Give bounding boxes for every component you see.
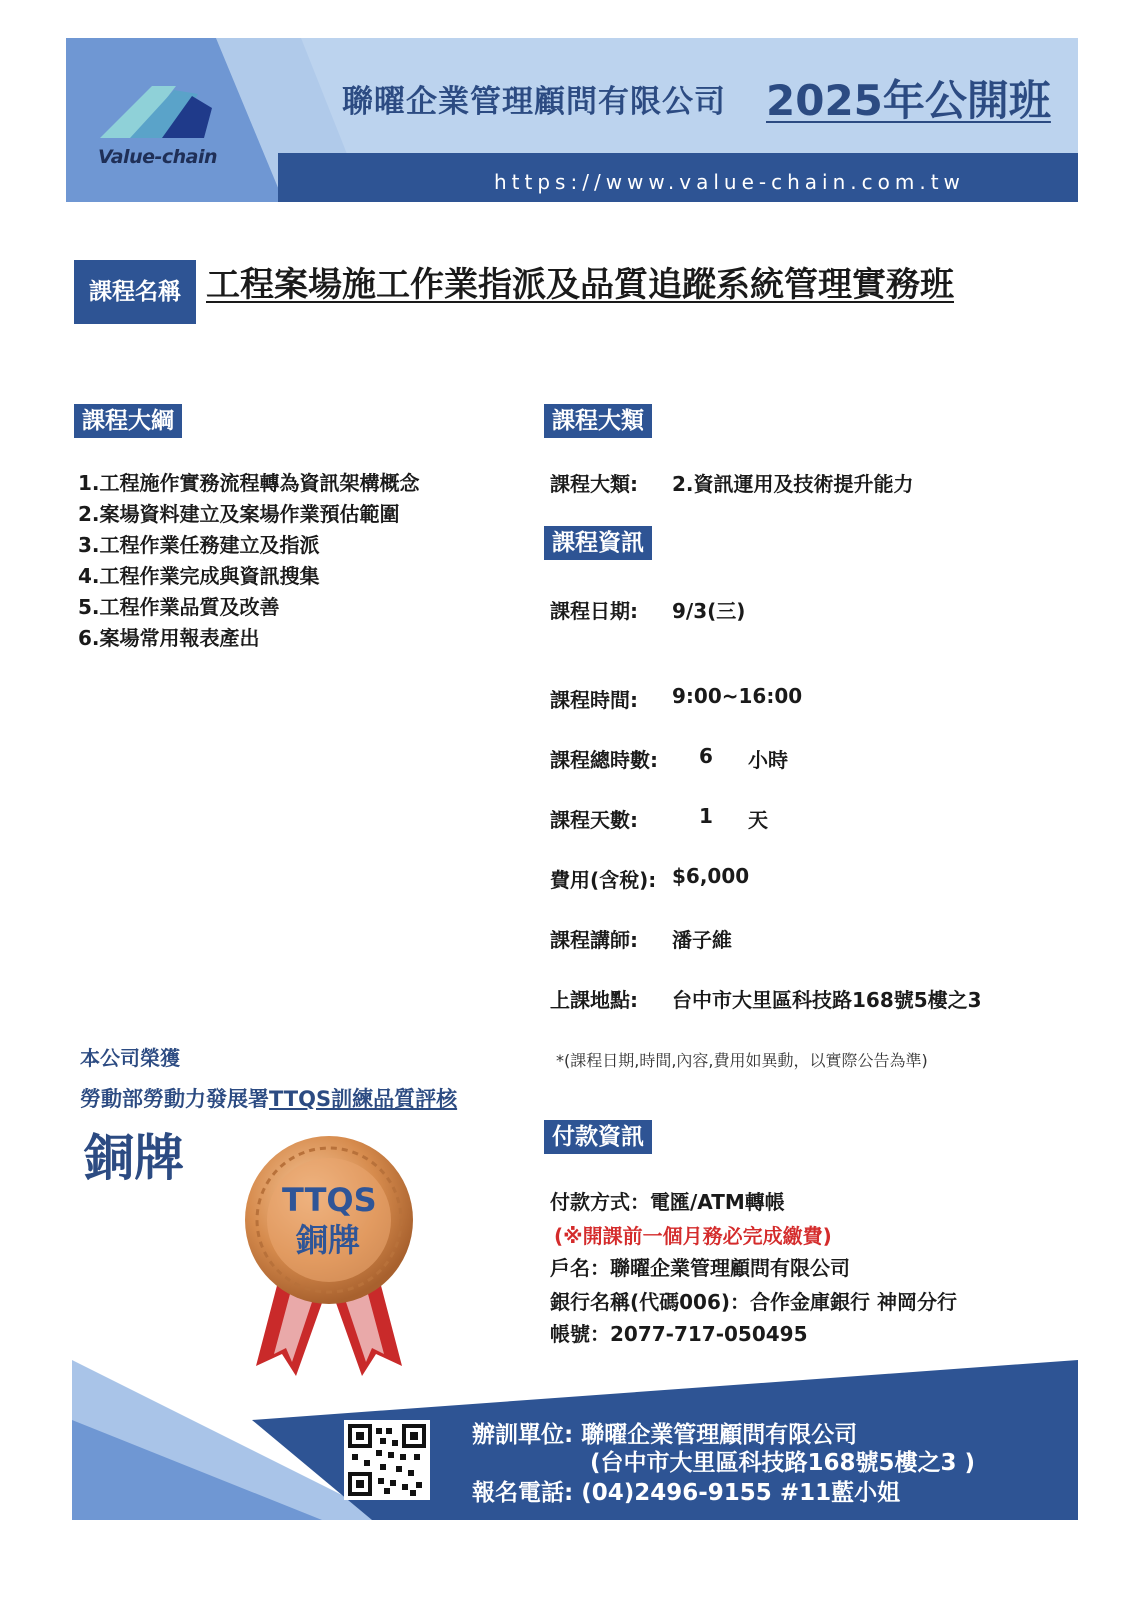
award-line-2-prefix: 勞動部勞動力發展署 — [80, 1087, 269, 1111]
list-item: 5.工程作業品質及改善 — [78, 595, 280, 619]
date-value: 9/3(三) — [672, 599, 746, 623]
teacher-value: 潘子維 — [672, 928, 732, 952]
bank-name: 銀行名稱(代碼006)：合作金庫銀行 神岡分行 — [550, 1290, 957, 1314]
footer-organizer: 辦訓單位: 聯曜企業管理顧問有限公司 — [472, 1422, 858, 1448]
footer-phone: 報名電話: (04)2496-9155 #11藍小姐 — [472, 1480, 901, 1506]
award-line-2 — [80, 1083, 457, 1113]
location-label: 上課地點: — [550, 988, 638, 1012]
days-unit: 天 — [748, 808, 768, 832]
company-title: 聯曜企業管理顧問有限公司 — [342, 84, 726, 120]
list-item: 1.工程施作實務流程轉為資訊架構概念 — [78, 471, 420, 495]
outline-list — [78, 468, 420, 654]
qr-code-icon[interactable] — [344, 1420, 430, 1500]
footer-address: (台中市大里區科技路168號5樓之3 ) — [590, 1450, 976, 1476]
award-level: 銅牌 — [84, 1129, 184, 1187]
account-name: 戶名：聯曜企業管理顧問有限公司 — [550, 1256, 850, 1280]
location-value: 台中市大里區科技路168號5樓之3 — [672, 988, 982, 1012]
fee-label: 費用(含稅): — [550, 868, 657, 892]
time-label: 課程時間: — [550, 688, 638, 712]
outline-tag: 課程大綱 — [74, 404, 182, 438]
award-line-2-underlined: TTQS訓練品質評核 — [269, 1087, 458, 1111]
account-number: 帳號：2077-717-050495 — [550, 1322, 808, 1346]
category-tag: 課程大類 — [544, 404, 652, 438]
medal-text-1: TTQS — [282, 1181, 377, 1219]
hours-label: 課程總時數: — [550, 748, 658, 772]
qr-pattern — [344, 1420, 430, 1500]
website-url[interactable]: https://www.value-chain.com.tw — [494, 170, 965, 194]
course-name-tag: 課程名稱 — [74, 260, 196, 324]
logo-text: Value-chain — [98, 146, 218, 168]
fee-value: $6,000 — [672, 864, 750, 888]
date-label: 課程日期: — [550, 599, 638, 623]
logo-mark-icon — [96, 80, 221, 140]
teacher-label: 課程講師: — [550, 928, 638, 952]
days-label: 課程天數: — [550, 808, 638, 832]
list-item: 4.工程作業完成與資訊搜集 — [78, 564, 320, 588]
medal-label — [282, 1180, 377, 1260]
award-line-1: 本公司榮獲 — [80, 1046, 180, 1070]
payment-tag: 付款資訊 — [544, 1120, 652, 1154]
list-item: 2.案場資料建立及案場作業預估範圍 — [78, 502, 400, 526]
change-note: *(課程日期,時間,內容,費用如異動，以實際公告為準) — [556, 1051, 928, 1070]
year-title: 2025年公開班 — [766, 76, 1051, 125]
list-item: 3.工程作業任務建立及指派 — [78, 533, 320, 557]
days-value: 1 — [699, 804, 713, 828]
course-title: 工程案場施工作業指派及品質追蹤系統管理實務班 — [206, 265, 954, 305]
medal-text-2: 銅牌 — [295, 1221, 360, 1259]
payment-method: 付款方式：電匯/ATM轉帳 — [550, 1190, 785, 1214]
info-tag: 課程資訊 — [544, 526, 652, 560]
category-value: 2.資訊運用及技術提升能力 — [672, 472, 914, 496]
payment-warning: (※開課前一個月務必完成繳費) — [554, 1224, 832, 1248]
header-banner — [66, 38, 1078, 202]
list-item: 6.案場常用報表產出 — [78, 626, 260, 650]
category-label: 課程大類: — [550, 472, 638, 496]
hours-value: 6 — [699, 744, 713, 768]
hours-unit: 小時 — [748, 748, 788, 772]
time-value: 9:00~16:00 — [672, 684, 803, 708]
